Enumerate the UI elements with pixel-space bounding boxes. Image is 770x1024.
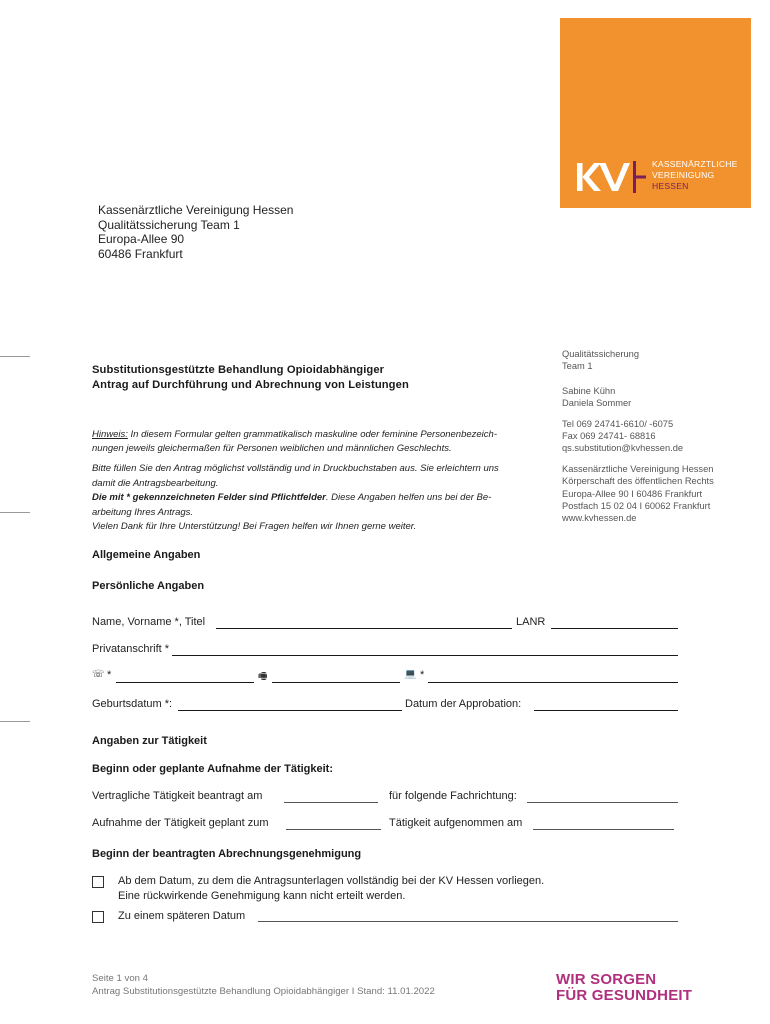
section-abrechnung: Beginn der beantragten Abrechnungsgenehmigung <box>92 848 362 860</box>
name-label: Name, Vorname *, Titel <box>92 616 206 628</box>
phone-required-mark: * <box>107 669 112 681</box>
email-required-mark: * <box>420 669 425 681</box>
fax-input-line[interactable] <box>272 682 400 683</box>
option-spaeter-checkbox[interactable] <box>92 911 104 923</box>
approbation-label: Datum der Approbation: <box>405 698 522 710</box>
hinweis-label: Hinweis: <box>92 429 128 440</box>
section-beginn: Beginn oder geplante Aufnahme der Tätigkeit: <box>92 763 334 775</box>
email-icon: 💻 <box>404 669 417 680</box>
fold-mark-top <box>0 356 30 357</box>
vertraglich-label: Vertragliche Tätigkeit beantragt am <box>92 790 263 802</box>
sidebar-contact-2: Daniela Sommer <box>562 398 632 409</box>
fachrichtung-label: für folgende Fachrichtung: <box>389 790 517 802</box>
sidebar-org-2: Körperschaft des öffentlichen Rechts <box>562 476 714 487</box>
fachrichtung-input-line[interactable] <box>527 802 678 803</box>
approbation-input-line[interactable] <box>534 710 678 711</box>
section-allgemein: Allgemeine Angaben <box>92 549 201 561</box>
sidebar-web[interactable]: www.kvhessen.de <box>562 513 637 524</box>
kv-logo-icon <box>577 161 647 193</box>
geburtsdatum-input-line[interactable] <box>178 710 402 711</box>
phone-input-line[interactable] <box>116 682 254 683</box>
section-taetigkeit: Angaben zur Tätigkeit <box>92 735 207 747</box>
section-persoenlich: Persönliche Angaben <box>92 580 205 592</box>
sidebar-tel: Tel 069 24741-6610/ -6075 <box>562 418 674 429</box>
aufgenommen-label: Tätigkeit aufgenommen am <box>389 817 523 829</box>
required-fields-note: Die mit * gekennzeichneten Felder sind Pflichtfelder <box>92 492 326 503</box>
sidebar-org-1: Kassenärztliche Vereinigung Hessen <box>562 463 714 474</box>
lanr-input-line[interactable] <box>551 628 678 629</box>
logo-wordmark: KASSENÄRZTLICHE VEREINIGUNG HESSEN <box>652 159 738 191</box>
instructions-text: Bitte füllen Sie den Antrag möglichst vollständig und in Druckbuchstaben aus. Sie erleichtern uns damit die Antragsbearbeitung. Die mit * gekennzeichneten Felder sind Pflichtfelder. Diese Angaben helfen uns bei der Be- arbeitung Ihres Antrags. Vielen Dank für Ihre Unterstützung! Bei Fragen helfen wir Ihnen gerne weiter. <box>92 463 499 532</box>
geburtsdatum-label: Geburtsdatum *: <box>92 698 173 710</box>
option-vollstaendig-checkbox[interactable] <box>92 876 104 888</box>
phone-icon: ☏ <box>92 669 105 680</box>
address-line-1: Kassenärztliche Vereinigung Hessen <box>98 203 294 217</box>
option-vollstaendig-label: Ab dem Datum, zu dem die Antragsunterlagen vollständig bei der KV Hessen vorliegen. Eine rückwirkende Genehmigung kann nicht erteilt werden. <box>118 875 545 902</box>
page-number: Seite 1 von 4 <box>92 973 149 984</box>
slogan: WIR SORGEN FÜR GESUNDHEIT <box>556 971 693 1004</box>
spaeter-datum-input-line[interactable] <box>258 921 678 922</box>
aufnahme-input-line[interactable] <box>286 829 381 830</box>
address-line-2: Qualitätssicherung Team 1 <box>98 217 240 232</box>
address-line-3: Europa-Allee 90 <box>98 232 185 246</box>
name-input-line[interactable] <box>216 628 512 629</box>
sidebar-dept-2: Team 1 <box>562 361 593 372</box>
fax-icon: 🖷 <box>258 671 268 682</box>
form-title: Substitutionsgestützte Behandlung Opioidabhängiger Antrag auf Durchführung und Abrechnung von Leistungen <box>92 364 409 391</box>
sidebar-fax: Fax 069 24741- 68816 <box>562 431 656 442</box>
lanr-label: LANR <box>516 616 546 628</box>
recipient-address <box>98 203 293 261</box>
sidebar-email[interactable]: qs.substitution@kvhessen.de <box>562 443 684 454</box>
hinweis-text: Hinweis: In diesem Formular gelten grammatikalisch maskuline oder feminine Personenbezeich- nungen jeweils gleichermaßen für Personen weiblichen und männlichen Geschlechts. <box>92 429 497 454</box>
contact-sidebar <box>562 348 752 525</box>
aufnahme-label: Aufnahme der Tätigkeit geplant zum <box>92 817 269 829</box>
privatanschrift-input-line[interactable] <box>172 655 678 656</box>
option-spaeter-label: Zu einem späteren Datum <box>118 910 246 922</box>
kv-hessen-logo <box>560 18 751 208</box>
privatanschrift-label: Privatanschrift * <box>92 643 170 655</box>
sidebar-addr-2: Postfach 15 02 04 I 60062 Frankfurt <box>562 501 711 512</box>
document-stand: Antrag Substitutionsgestützte Behandlung Opioidabhängiger I Stand: 11.01.2022 <box>92 985 435 997</box>
fold-mark-middle <box>0 512 30 513</box>
address-line-4: 60486 Frankfurt <box>98 246 183 261</box>
sidebar-contact-1: Sabine Kühn <box>562 385 616 396</box>
sidebar-dept-1: Qualitätssicherung <box>562 349 639 359</box>
vertraglich-input-line[interactable] <box>284 802 378 803</box>
aufgenommen-input-line[interactable] <box>533 829 674 830</box>
sidebar-addr-1: Europa-Allee 90 I 60486 Frankfurt <box>562 488 703 499</box>
fold-mark-bottom <box>0 721 30 722</box>
page-footer <box>92 973 435 998</box>
email-input-line[interactable] <box>428 682 678 683</box>
